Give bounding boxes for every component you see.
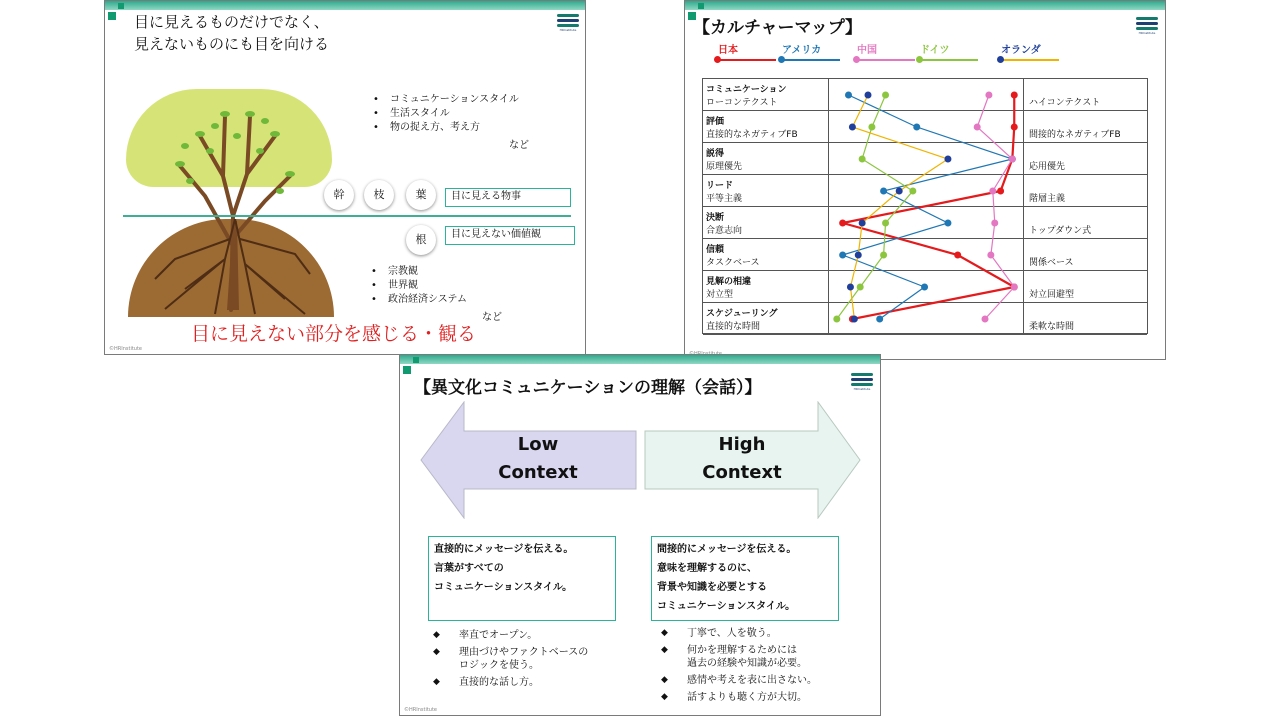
- slide-title: 【異文化コミュニケーションの理解（会話）】: [414, 378, 762, 398]
- data-point: [944, 156, 951, 163]
- high-context-definition-box: 間接的にメッセージを伝える。 意味を理解するのに、 背景や知識を必要とする コミュニケーションスタイル。: [651, 536, 839, 621]
- data-point: [991, 220, 998, 227]
- company-logo: HRInstitute: [557, 14, 579, 32]
- list-item: ◆ 感情や考えを表に出さない。: [658, 674, 868, 687]
- bullet-item: • 宗教観: [368, 265, 467, 279]
- data-point: [985, 92, 992, 99]
- data-point: [944, 220, 951, 227]
- header-bar: [685, 1, 1165, 10]
- slide-title: 目に見えるものだけでなく、 見えないものにも目を向ける: [134, 13, 330, 53]
- etc-label: など: [482, 312, 502, 323]
- data-point: [974, 124, 981, 131]
- table-row: 見解の相違 対立型 対立回避型: [703, 271, 1147, 303]
- data-point: [909, 188, 916, 195]
- table-row: リード 平等主義 階層主義: [703, 175, 1147, 207]
- legend-japan: 日本: [718, 41, 738, 56]
- legend-netherlands: オランダ: [1001, 41, 1041, 56]
- data-point: [896, 188, 903, 195]
- high-context-label: High Context: [702, 434, 782, 483]
- key-message: 目に見えない部分を感じる・観る: [191, 323, 477, 345]
- etc-label: など: [509, 140, 529, 151]
- table-row: コミュニケーション ローコンテクスト ハイコンテクスト: [703, 79, 1147, 111]
- copyright: ©HRInstitute: [109, 346, 142, 352]
- data-point: [859, 220, 866, 227]
- company-logo: HRInstitute: [1136, 17, 1158, 35]
- low-context-definition-box: 直接的にメッセージを伝える。 言葉がすべての コミュニケーションスタイル。: [428, 536, 616, 621]
- series-line: [977, 95, 1014, 319]
- data-point: [1011, 92, 1018, 99]
- table-row: 評価 直接的なネガティブFB 間接的なネガティブFB: [703, 111, 1147, 143]
- table-row: 信頼 タスクベース 関係ベース: [703, 239, 1147, 271]
- trunk-circle: 幹: [324, 180, 354, 210]
- data-point: [997, 188, 1004, 195]
- slide-title: 【カルチャーマップ】: [693, 18, 862, 38]
- data-point: [876, 316, 883, 323]
- header-square: [118, 3, 124, 9]
- list-item: ◆ 丁寧で、人を敬う。: [658, 627, 868, 640]
- data-point: [882, 220, 889, 227]
- data-point: [880, 188, 887, 195]
- data-point: [882, 92, 889, 99]
- visible-bullets: [370, 93, 519, 135]
- copyright: ©HRInstitute: [404, 707, 437, 713]
- data-point: [880, 252, 887, 259]
- bullet-item: • 政治経済システム: [368, 293, 467, 307]
- data-point: [833, 316, 840, 323]
- list-item: ◆ 率直でオープン。: [430, 629, 630, 642]
- legend-germany: ドイツ: [920, 41, 950, 56]
- data-point: [868, 124, 875, 131]
- bullet-item: • 生活スタイル: [370, 107, 519, 121]
- slide-iceberg-tree: [104, 0, 586, 355]
- data-point: [987, 252, 994, 259]
- high-context-bullets: [658, 627, 868, 708]
- bullet-item: • 世界観: [368, 279, 467, 293]
- data-point: [1009, 156, 1016, 163]
- data-point: [989, 188, 996, 195]
- table-row: 説得 原理優先 応用優先: [703, 143, 1147, 175]
- slide-high-low-context: [399, 354, 881, 716]
- branch-circle: 枝: [364, 180, 394, 210]
- data-point: [839, 252, 846, 259]
- legend-america: アメリカ: [782, 41, 821, 56]
- low-context-label: Low Context: [498, 434, 578, 483]
- data-point: [849, 124, 856, 131]
- bullet-item: • 物の捉え方、考え方: [370, 121, 519, 135]
- data-point: [913, 124, 920, 131]
- data-point: [857, 284, 864, 291]
- data-point: [855, 252, 862, 259]
- list-item: ◆ 話すよりも聴く方が大切。: [658, 691, 868, 704]
- invisible-values-box: 目に見えない価値観: [445, 226, 575, 245]
- data-point: [1011, 124, 1018, 131]
- list-item: ◆ 何かを理解するためには 過去の経験や知識が必要。: [658, 644, 868, 670]
- data-point: [982, 316, 989, 323]
- root-circle: 根: [406, 225, 436, 255]
- bullet-item: • コミュニケーションスタイル: [370, 93, 519, 107]
- data-point: [865, 92, 872, 99]
- list-item: ◆ 理由づけやファクトベースの ロジックを使う。: [430, 646, 630, 672]
- list-item: ◆ 直接的な話し方。: [430, 676, 630, 689]
- header-square: [698, 3, 704, 9]
- data-point: [859, 156, 866, 163]
- invisible-bullets: [368, 265, 467, 307]
- data-point: [847, 284, 854, 291]
- header-bar: [400, 355, 880, 364]
- table-row: 決断 合意志向 トップダウン式: [703, 207, 1147, 239]
- leaf-circle: 葉: [406, 180, 436, 210]
- data-point: [845, 92, 852, 99]
- data-point: [839, 220, 846, 227]
- ground-line: [123, 215, 571, 217]
- culture-map-table: [702, 78, 1148, 334]
- table-row: スケジューリング 直接的な時間 柔軟な時間: [703, 303, 1147, 335]
- legend-china: 中国: [857, 41, 877, 56]
- header-square: [413, 357, 419, 363]
- header-square: [108, 12, 116, 20]
- data-point: [851, 316, 858, 323]
- culture-map-plot: [703, 79, 1149, 335]
- data-point: [921, 284, 928, 291]
- slide-culture-map: [684, 0, 1166, 360]
- header-bar: [105, 1, 585, 10]
- visible-things-box: 目に見える物事: [445, 188, 571, 207]
- roots-illustration: [145, 219, 315, 319]
- header-square: [403, 366, 411, 374]
- low-context-bullets: [430, 629, 630, 693]
- data-point: [1011, 284, 1018, 291]
- data-point: [954, 252, 961, 259]
- series-line: [843, 95, 1015, 319]
- company-logo: HRInstitute: [851, 373, 873, 391]
